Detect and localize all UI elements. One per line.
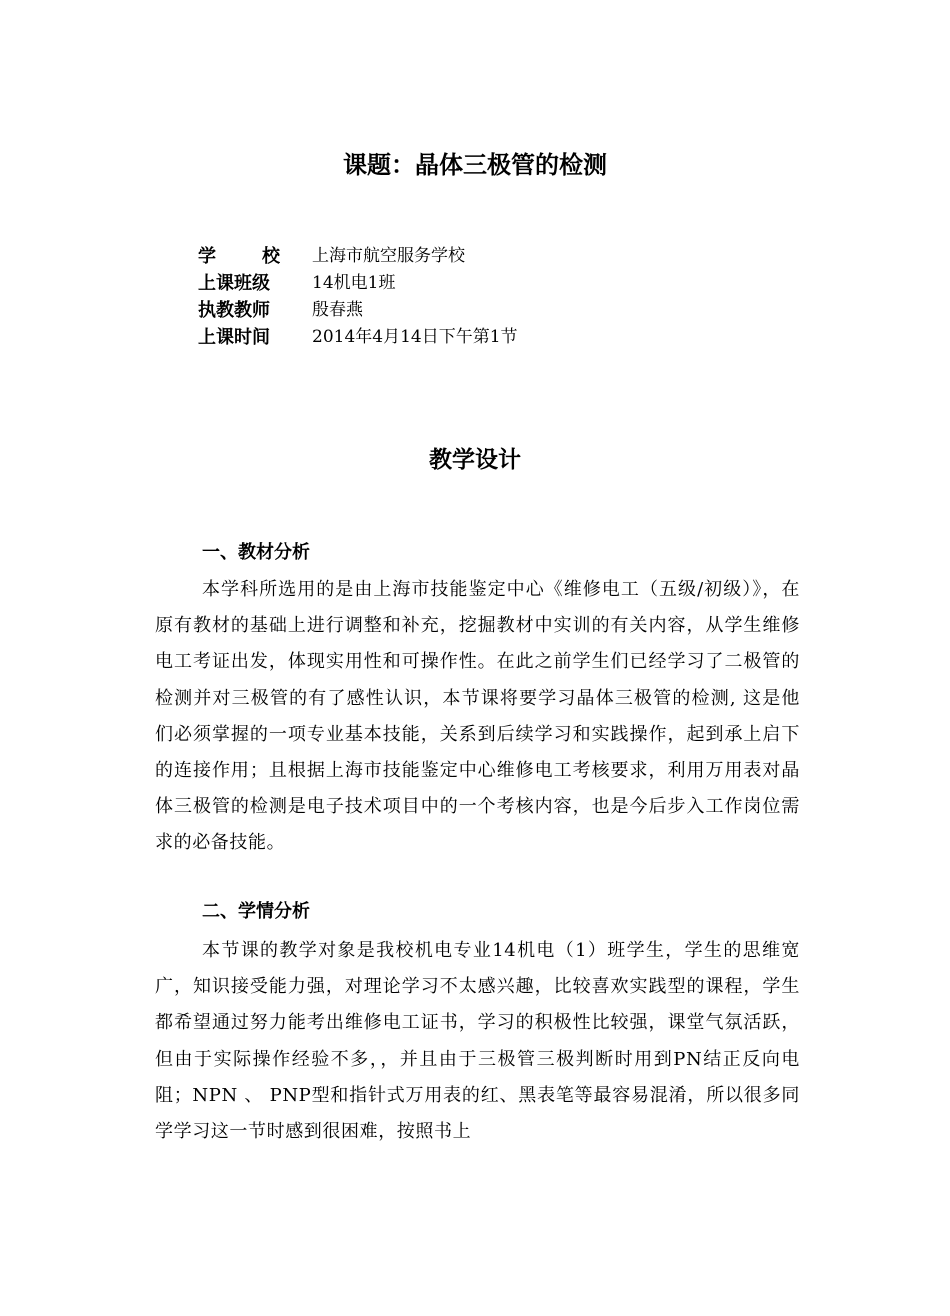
- info-row-time: [198, 324, 518, 351]
- school-value: 上海市航空服务学校: [312, 246, 465, 266]
- teacher-label: 执教教师: [198, 300, 270, 321]
- lesson-title: 课题：晶体三极管的检测: [343, 151, 607, 179]
- design-title: 教学设计: [429, 447, 521, 473]
- time-label: 上课时间: [198, 327, 270, 348]
- school-label: 学 校: [198, 246, 280, 267]
- section-heading-students: 二、学情分析: [202, 901, 310, 922]
- class-value: 14机电1班: [312, 273, 396, 293]
- info-row-teacher: [198, 297, 518, 324]
- class-label: 上课班级: [198, 273, 270, 294]
- time-value: 2014年4月14日下午第1节: [312, 327, 518, 347]
- section-paragraph-materials: 本学科所选用的是由上海市技能鉴定中心《维修电工（五级/初级）》，在原有教材的基础上进行调整和补充，挖掘教材中实训的有关内容，从学生维修电工考证出发，体现实用性和可操作性。在此之前学生们已经学习了二极管的检测并对三极管的有了感性认识，本节课将要学习晶体三极管的检测, 这是他们必须掌握的一项专业基本技能，关系到后续学习和实践操作，起到承上启下的连接作用；且根据上海市技能鉴定中心维修电工考核要求，利用万用表对晶体三极管的检测是电子技术项目中的一个考核内容，也是今后步入工作岗位需求的必备技能。: [155, 579, 800, 854]
- section-paragraph-students: 本节课的教学对象是我校机电专业14机电（1）班学生，学生的思维宽广，知识接受能力强，对理论学习不太感兴趣，比较喜欢实践型的课程，学生都希望通过努力能考出维修电工证书，学习的积极性比较强，课堂气氛活跃，但由于实际操作经验不多，，并且由于三极管三极判断时用到PN结正反向电阻；NPN 、 PNP型和指针式万用表的红、黑表笔等最容易混淆，所以很多同学学习这一节时感到很困难，按照书上: [155, 940, 800, 1143]
- info-row-school: [198, 243, 518, 270]
- teacher-value: 殷春燕: [312, 300, 363, 320]
- info-row-class: [198, 270, 518, 297]
- section-heading-materials: 一、教材分析: [202, 542, 310, 563]
- lesson-info-block: [198, 243, 518, 351]
